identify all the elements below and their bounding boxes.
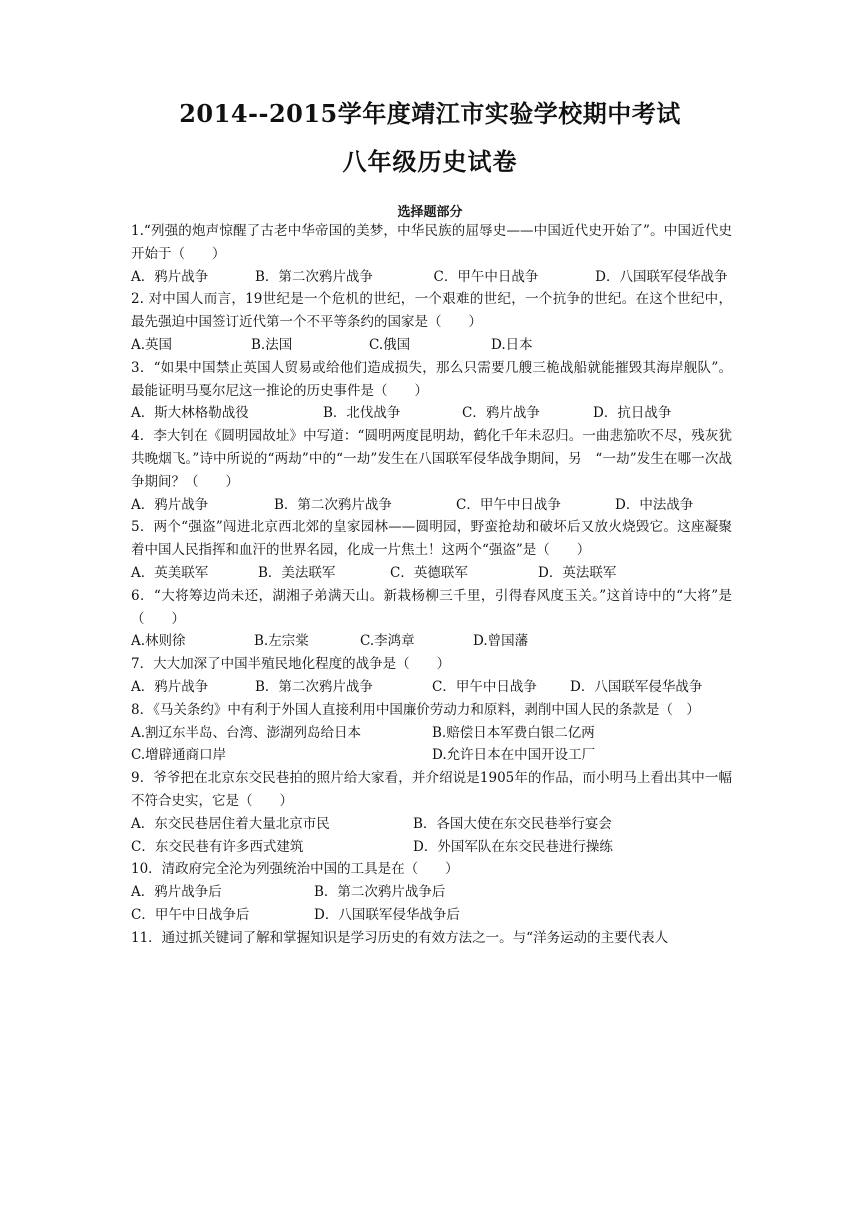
- option-c: C.俄国: [369, 336, 411, 353]
- option-b: B.法国: [251, 336, 293, 353]
- option-b: B.赔偿日本军费白银二亿两: [432, 724, 595, 741]
- option-b: B．第二次鸦片战争: [274, 496, 392, 513]
- question-2-stem: 2. 对中国人而言，19世纪是一个危机的世纪，一个艰难的世纪，一个抗争的世纪。在这个世纪中，最先强迫中国签订近代第一个不平等条约的国家是（ ）: [131, 291, 732, 331]
- option-a: A．东交民巷居住着大量北京市民: [131, 815, 330, 832]
- option-b: B．第二次鸦片战争: [255, 678, 373, 695]
- option-b: B．北伐战争: [323, 405, 401, 422]
- question-8-options-row1: [131, 722, 732, 745]
- option-d: D．中法战争: [615, 496, 694, 513]
- option-b: B．第二次鸦片战争后: [314, 884, 446, 901]
- option-b: B．第二次鸦片战争: [254, 268, 373, 285]
- option-d: D.曾国藩: [473, 633, 529, 650]
- question-1-stem: 1.“列强的炮声惊醒了古老中华帝国的美梦，中华民族的屈辱史——中国近代史开始了”。中国近代史开始于（ ）: [131, 223, 732, 262]
- option-c: C．甲午中日战争: [433, 268, 539, 285]
- option-c: C．甲午中日战争: [456, 496, 561, 513]
- question-4-options: [131, 494, 732, 517]
- option-b: B．各国大使在东交民巷举行宴会: [413, 815, 612, 832]
- option-a: A．英美联军: [131, 564, 209, 581]
- question-6-stem: 6．“大将筹边尚未还，湖湘子弟满天山。新栽杨柳三千里，引得春风度玉关。”这首诗中的“大将”是（ ）: [131, 587, 732, 627]
- option-b: B．美法联军: [258, 564, 336, 581]
- option-d: D.允许日本在中国开设工厂: [432, 747, 596, 764]
- question-7-options: [131, 676, 732, 699]
- question-5-options: [131, 562, 732, 585]
- question-9-options-row1: [131, 813, 732, 836]
- option-d: D．外国军队在东交民巷进行操练: [413, 838, 613, 855]
- option-c: C．甲午中日战争后: [131, 906, 250, 923]
- question-1-options: [131, 266, 732, 289]
- question-10-options-row2: [131, 904, 732, 927]
- option-d: D．英法联军: [538, 564, 617, 581]
- section-heading: 选择题部分: [397, 205, 463, 220]
- option-a: A.英国: [131, 336, 173, 353]
- option-c: C．甲午中日战争: [432, 678, 537, 695]
- question-list: [131, 220, 732, 950]
- option-c: C．东交民巷有许多西式建筑: [131, 838, 304, 855]
- question-11-stem: 11．通过抓关键词了解和掌握知识是学习历史的有效方法之一。与“洋务运动的主要代表人: [131, 929, 669, 946]
- question-9-options-row2: [131, 836, 732, 859]
- option-b: B.左宗棠: [254, 633, 309, 650]
- option-c: C．英德联军: [390, 564, 468, 581]
- question-8-stem: 8．《马关条约》中有利于外国人直接利用中国廉价劳动力和原料，剥削中国人民的条款是（ ）: [131, 701, 700, 718]
- option-a: A．鸦片战争: [131, 678, 209, 695]
- question-10-options-row1: [131, 881, 732, 904]
- exam-title: 2014--2015学年度靖江市实验学校期中考试: [179, 99, 681, 128]
- option-a: A．鸦片战争: [131, 268, 209, 285]
- option-c: C.增辟通商口岸: [131, 747, 227, 764]
- question-6-options: [131, 630, 732, 653]
- question-10-stem: 10．清政府完全沦为列强统治中国的工具是在（ ）: [131, 861, 459, 878]
- question-7-stem: 7．大大加深了中国半殖民地化程度的战争是（ ）: [131, 656, 451, 673]
- question-3-stem: 3．“如果中国禁止英国人贸易或给他们造成损失，那么只需要几艘三桅战船就能摧毁其海岸舰队”。最能证明马戛尔尼这一推论的历史事件是（ ）: [131, 359, 732, 399]
- option-d: D.日本: [491, 336, 533, 353]
- option-c: C．鸦片战争: [462, 405, 540, 422]
- option-a: A．斯大林格勒战役: [131, 405, 249, 422]
- question-9-stem: 9．爷爷把在北京东交民巷拍的照片给大家看，并介绍说是1905年的作品，而小明马上看出其中一幅不符合史实，它是（ ）: [131, 770, 732, 809]
- option-a: A.割辽东半岛、台湾、澎湖列岛给日本: [131, 724, 362, 741]
- option-a: A．鸦片战争: [131, 496, 209, 513]
- option-d: D．八国联军侵华战争: [595, 268, 728, 285]
- option-a: A．鸦片战争后: [131, 884, 222, 901]
- exam-subtitle: 八年级历史试卷: [342, 147, 518, 176]
- question-2-options: [131, 334, 732, 357]
- option-a: A.林则徐: [131, 633, 186, 650]
- question-5-stem: 5．两个“强盗”闯进北京西北郊的皇家园林——圆明园，野蛮抢劫和破坏后又放火烧毁它。这座凝聚着中国人民指挥和血汗的世界名园，化成一片焦土！这两个“强盗”是（ ）: [131, 519, 732, 559]
- option-c: C.李鸿章: [360, 633, 415, 650]
- question-4-stem: 4．李大钊在《圆明园故址》中写道：“圆明两度昆明劫，鹤化千年未忍归。一曲悲笳吹不尽，残灰犹共晚烟飞。”诗中所说的“两劫”中的“一劫”发生在八国联军侵华战争期间，另 “一劫”发生在哪一次战争期间？（ ）: [131, 428, 732, 490]
- option-d: D．八国联军侵华战争: [570, 678, 703, 695]
- option-d: D．抗日战争: [593, 405, 672, 422]
- option-d: D．八国联军侵华战争后: [314, 906, 460, 923]
- question-3-options: [131, 402, 732, 425]
- question-8-options-row2: [131, 744, 732, 767]
